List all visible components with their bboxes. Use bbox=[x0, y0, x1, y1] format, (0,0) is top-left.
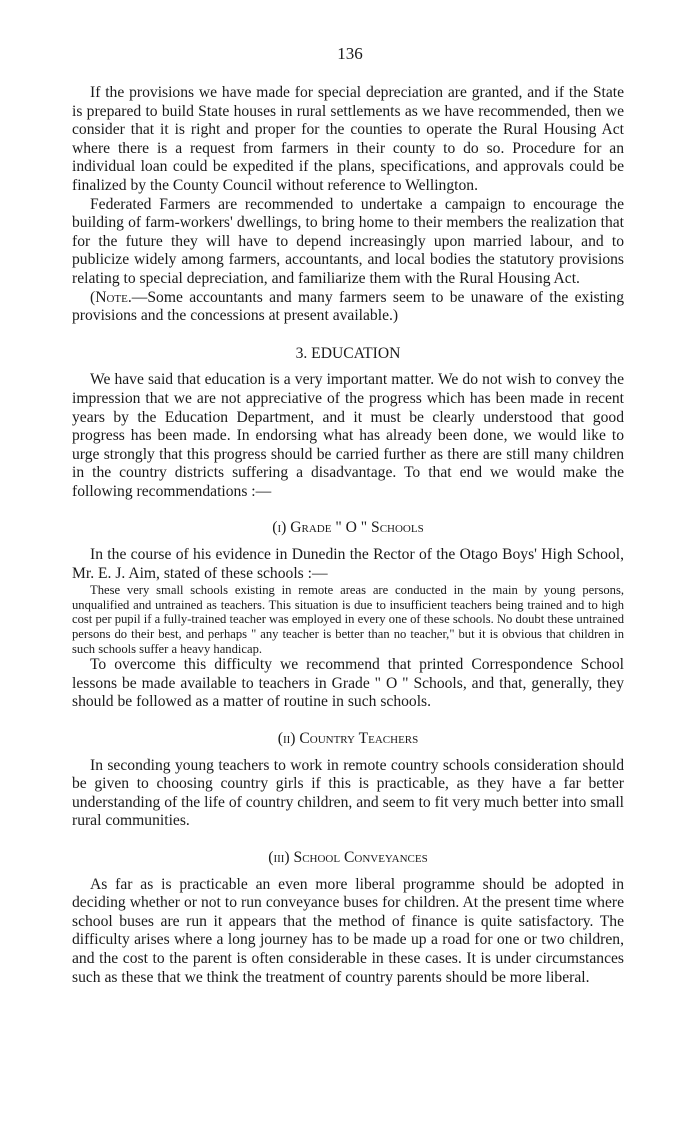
paragraph-school-conveyances: As far as is practicable an even more liberal programme should be adopted in deciding whether or not to run conveyance buses for children. At the present time where school buses are run it appears that the method of finance is quite satisfactory. The difficulty arises where a long journey has to be made up a road for one or two children, and the cost to the parent is often considerable in these cases. It is under circumstances such as these that we think the treatment of country parents should be more liberal. bbox=[72, 875, 624, 986]
paragraph-country-teachers: In seconding young teachers to work in remote country schools consideration should be given to choosing country girls if this is practicable, as they have a far better understanding of the life of country children, and seem to fit very much better into small rural communities. bbox=[72, 756, 624, 830]
paragraph-federated-farmers: Federated Farmers are recommended to undertake a campaign to encourage the building of farm-workers' dwellings, to bring home to their members the realization that for the future they will have to depend increasingly upon married labour, and to publicize widely among farmers, accountants, and local bodies the statutory provisions relating to special depreciation, and familiarize them with the Rural Housing Act. bbox=[72, 195, 624, 287]
note-label: (Note.— bbox=[90, 288, 148, 306]
paragraph-note bbox=[72, 289, 624, 326]
quotation-grade-o: These very small schools existing in remote areas are conducted in the main by young persons, unqualified and untrained as teachers. This situation is due to insufficient teachers being trained and to high cost per pupil if a fully-trained teacher was employed in every one of these schools. No doubt these untrained persons do their best, and perhaps " any teacher is better than no teacher," but it is obvious that children in such schools suffer a heavy handicap. bbox=[72, 583, 624, 656]
paragraph-education-intro: We have said that education is a very important matter. We do not wish to convey the impression that we are not appreciative of the progress which has been made in recent years by the Education Department, and it must be clearly understood that good progress has been made. In endorsing what has already been done, we would like to urge strongly that this progress should be carried further as there are still many children in the country districts suffering a disadvantage. To that end we would make the following recommendations :— bbox=[72, 371, 624, 500]
document-body bbox=[72, 84, 624, 987]
section-heading-education: 3. EDUCATION bbox=[295, 344, 401, 362]
subheading-school-conveyances: (iii) School Conveyances bbox=[268, 848, 428, 866]
subheading-grade-o-schools: (i) Grade " O " Schools bbox=[272, 519, 424, 537]
page-number: 136 bbox=[337, 44, 363, 63]
subheading-country-teachers: (ii) Country Teachers bbox=[277, 730, 419, 747]
paragraph-grade-o-lead: In the course of his evidence in Dunedin the Rector of the Otago Boys' High School, Mr. E. J. Aim, stated of these schools :— bbox=[72, 546, 624, 582]
paragraph-grade-o-recommendation: To overcome this difficulty we recommend that printed Correspondence School lessons be made available to teachers in Grade " O " Schools, and that, generally, they should be followed as a matter of routine in such schools. bbox=[72, 656, 624, 711]
paragraph-housing: If the provisions we have made for special depreciation are granted, and if the State is prepared to build State houses in rural settlements as we have recommended, then we consider that it is right and proper for the counties to operate the Rural Housing Act where there is a request from farmers in their county to do so. Procedure for an individual loan could be expedited if the plans, specifications, and approvals could be finalized by the County Council without reference to Wellington. bbox=[72, 84, 624, 194]
note-text: Some accountants and many farmers seem to be unaware of the existing provisions and the concessions at present available.) bbox=[72, 288, 624, 325]
